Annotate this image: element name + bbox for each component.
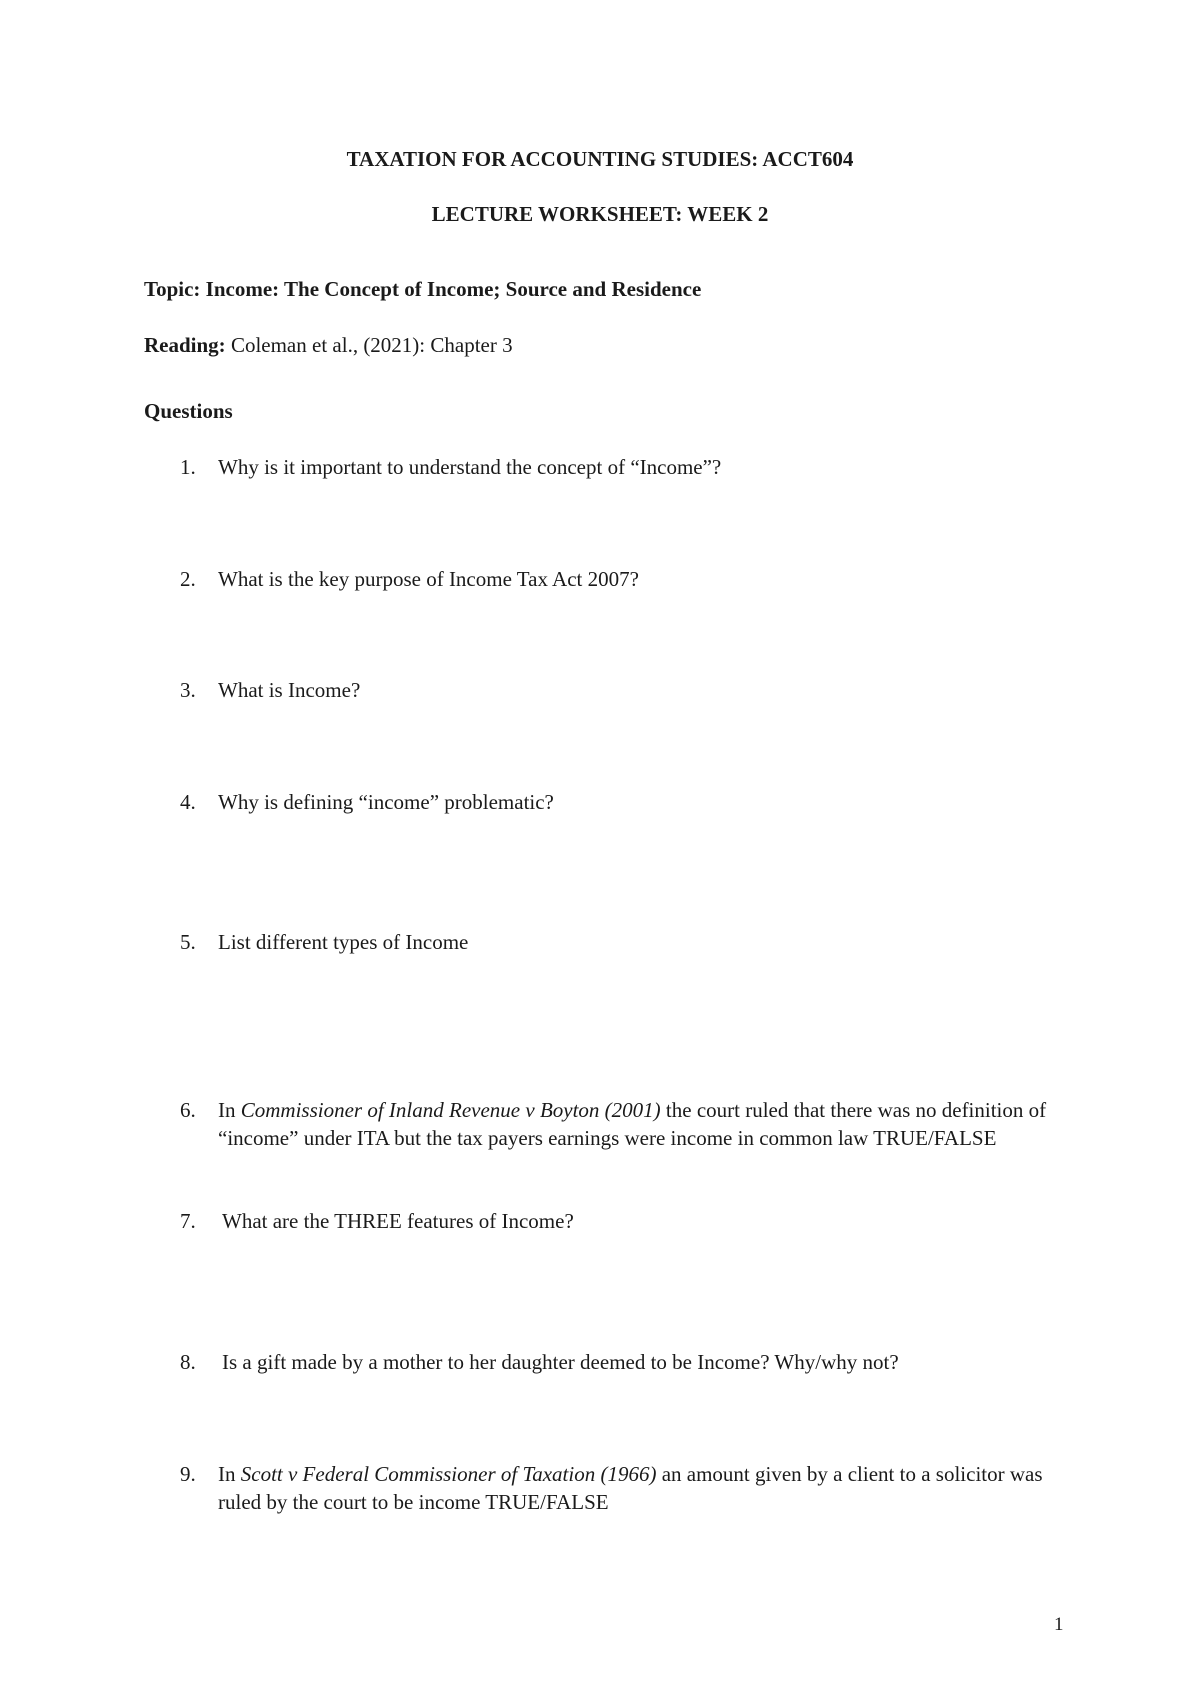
topic-line [144, 276, 701, 302]
question-text: Why is defining “income” problematic? [218, 790, 554, 814]
question-number: 9. [180, 1462, 196, 1486]
course-title: TAXATION FOR ACCOUNTING STUDIES: ACCT604 [346, 147, 854, 171]
question-number: 8. [180, 1350, 196, 1374]
case-citation: Scott v Federal Commissioner of Taxation (1966) [240, 1462, 657, 1486]
worksheet-title: LECTURE WORKSHEET: WEEK 2 [431, 202, 769, 226]
question-text [218, 1096, 1068, 1152]
question-number: 2. [180, 567, 196, 591]
page-number: 1 [1054, 1614, 1064, 1635]
question-text: Why is it important to understand the concept of “Income”? [218, 455, 722, 479]
questions-heading: Questions [144, 399, 233, 423]
question-text-post: the court ruled that there was no definition of “income” under ITA but the tax payers earnings were income in common law TRUE/FALSE [218, 1098, 1047, 1150]
reading-label: Reading: [144, 333, 226, 357]
question-text [218, 1460, 1068, 1516]
question-number: 6. [180, 1098, 196, 1122]
reading-line [144, 332, 513, 358]
question-number: 1. [180, 455, 196, 479]
question-number: 5. [180, 930, 196, 954]
question-number: 7. [180, 1209, 196, 1233]
question-text: What are the THREE features of Income? [222, 1209, 574, 1233]
topic-text: Income: The Concept of Income; Source and Residence [205, 277, 702, 301]
question-number: 3. [180, 678, 196, 702]
question-text: Is a gift made by a mother to her daughter deemed to be Income? Why/why not? [222, 1350, 899, 1374]
topic-label: Topic: [144, 277, 201, 301]
case-citation: Commissioner of Inland Revenue v Boyton (2001) [240, 1098, 661, 1122]
question-text-pre: In [218, 1462, 236, 1486]
question-number: 4. [180, 790, 196, 814]
question-text-post: an amount given by a client to a solicitor was ruled by the court to be income TRUE/FALSE [218, 1462, 1043, 1514]
question-text: What is the key purpose of Income Tax Act 2007? [218, 567, 639, 591]
question-text: List different types of Income [218, 930, 469, 954]
reading-text: Coleman et al., (2021): Chapter 3 [230, 333, 513, 357]
question-text: What is Income? [218, 678, 361, 702]
question-text-pre: In [218, 1098, 236, 1122]
